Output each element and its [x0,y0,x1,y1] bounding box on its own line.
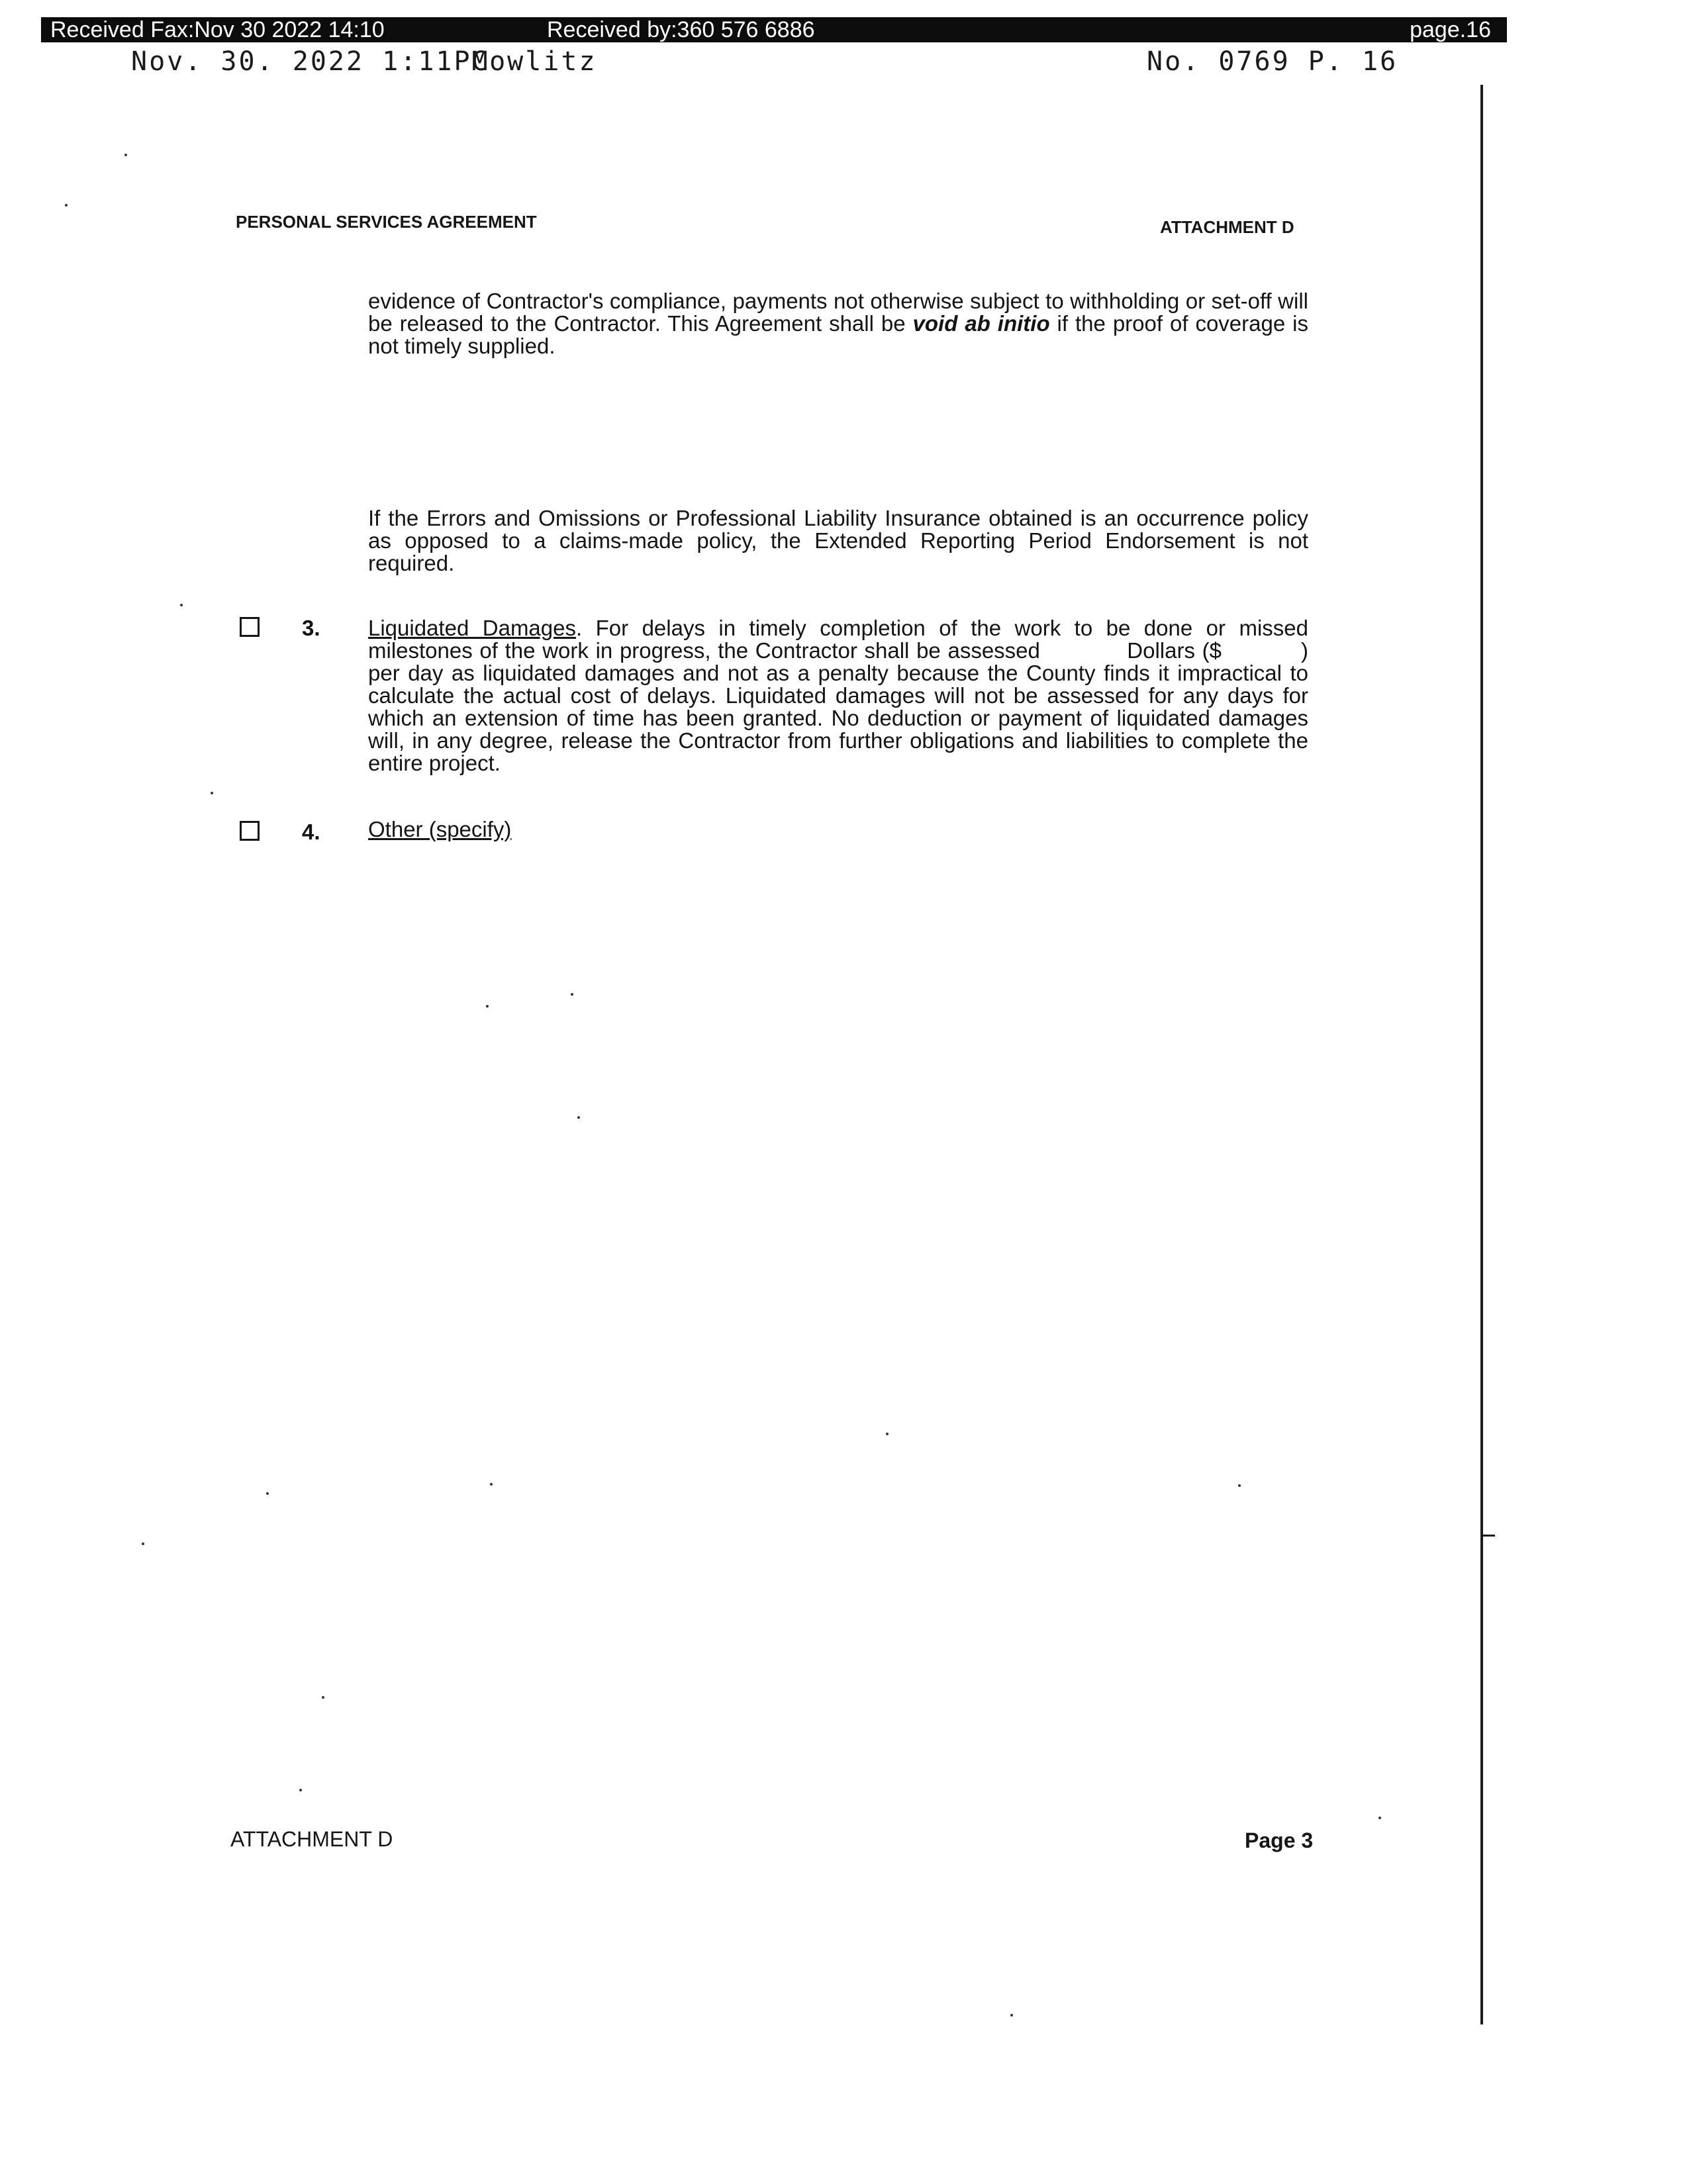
fax-sender: Cowlitz [471,46,597,77]
item-4-number: 4. [302,820,320,844]
right-margin-rule [1480,85,1483,2024]
footer-attachment-label: ATTACHMENT D [230,1827,393,1851]
scan-speck [1378,1817,1381,1819]
fax-transmission-line [0,44,1687,82]
compliance-paragraph [368,290,1308,357]
scan-speck [211,792,213,794]
scan-speck [571,993,573,996]
scan-speck [142,1543,144,1545]
fax-received-by-text: Received by:360 576 6886 [547,17,815,42]
scan-speck [1238,1484,1241,1487]
scan-speck [490,1483,493,1486]
other-specify-checkbox[interactable] [240,821,260,841]
scan-speck [65,204,68,207]
compliance-text-start: evidence of Contractor's compliance, payments not otherwise subject to withholding or set-off will be released to the Contractor. This Agreement shall be [368,289,1308,336]
scan-speck [486,1005,489,1008]
document-header-attachment: ATTACHMENT D [1160,217,1294,237]
void-ab-initio-text: void ab initio [912,311,1050,336]
scan-speck [1010,2014,1013,2017]
liquidated-damages-text-c: ) per day as liquidated damages and not as a penalty because the County finds it impractical to calculate the actual cost of delays. Liquidated damages will not be assessed for any days for which an extension of time has been granted. No deduction or payment of liquidated damages will, in any degree, release the Contractor from further obligations and liabilities to complete the entire project. [368,638,1308,775]
scan-speck [886,1433,889,1435]
item-3-number: 3. [302,616,320,640]
liquidated-damages-paragraph [368,617,1308,775]
footer-page-number: Page 3 [1245,1828,1314,1852]
fax-job-number: No. 0769 P. 16 [1147,46,1398,77]
fax-header-bar [41,17,1507,42]
scan-speck [266,1492,269,1495]
compliance-text-end: if the proof of coverage is not timely supplied. [368,311,1308,358]
liquidated-damages-text-b: Dollars ($ [1120,638,1222,663]
other-specify-title: Other (specify) [368,817,512,841]
errors-omissions-paragraph: If the Errors and Omissions or Professional Liability Insurance obtained is an occurrence policy as opposed to a claims-made policy, the Extended Reporting Period Endorsement is not required. [368,506,1308,575]
scan-speck [180,604,183,606]
scan-speck [577,1116,580,1119]
scan-speck [299,1789,302,1791]
fax-date-time: Nov. 30. 2022 1:11PM [131,46,490,77]
liquidated-damages-checkbox[interactable] [240,617,260,637]
liquidated-damages-title: Liquidated Damages [368,616,576,640]
scan-speck [124,154,127,156]
fax-received-text: Received Fax:Nov 30 2022 14:10 [50,17,385,42]
right-margin-tick [1483,1535,1495,1537]
other-specify-paragraph [368,818,1308,841]
scan-speck [322,1696,324,1699]
liquidated-damages-text-a: . For delays in timely completion of the work to be done or missed milestones of the work in progress, the Contractor shall be assessed [368,616,1308,663]
fax-page-number: page.16 [1410,17,1491,42]
document-header-title: PERSONAL SERVICES AGREEMENT [236,212,537,232]
